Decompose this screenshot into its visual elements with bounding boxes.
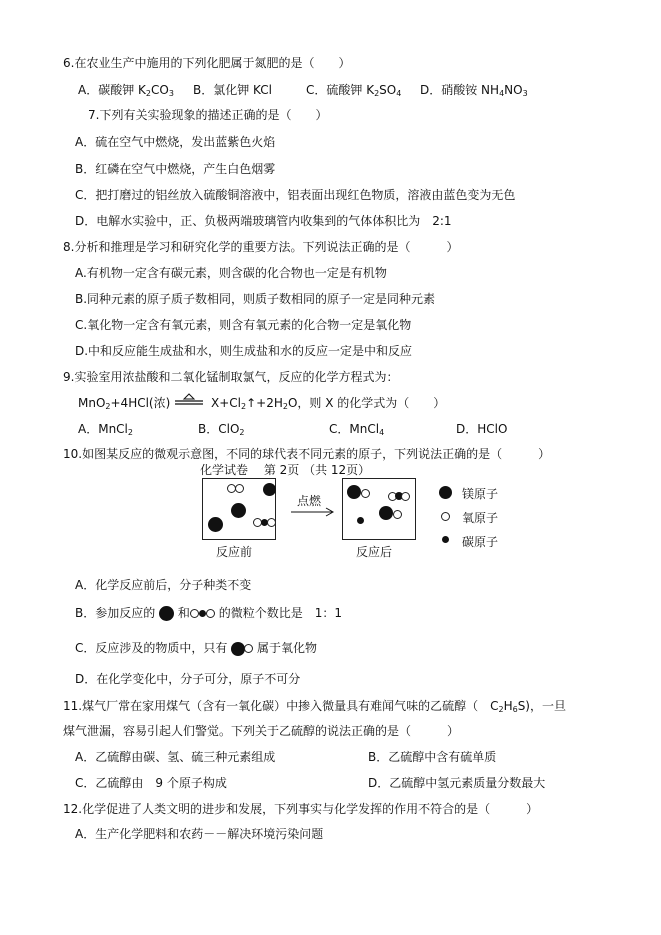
- magnesium-atom: [231, 503, 246, 518]
- q6-option-a: A．碳酸钾 $K_2CO_3$: [78, 83, 174, 98]
- reaction-arrow-icon: [290, 507, 336, 517]
- q6-option-c: C．硫酸钾 $K_2SO_4$: [306, 83, 402, 98]
- after-reaction-label: 反应后: [356, 545, 393, 559]
- legend-magnesium-label: 镁原子: [462, 487, 499, 501]
- magnesium-atom: [379, 506, 393, 520]
- magnesium-atom-icon: [231, 642, 245, 656]
- q11-option-b: B．乙硫醇中含有硫单质: [368, 750, 497, 764]
- q11-option-d: D．乙硫醇中氢元素质量分数最大: [368, 776, 546, 790]
- legend-carbon-icon: [442, 536, 449, 543]
- legend-oxygen-label: 氧原子: [462, 511, 499, 525]
- q9-option-d: D．HClO: [456, 422, 508, 436]
- q12-stem: 12.化学促进了人类文明的进步和发展，下列事实与化学发挥的作用不符合的是（ ）: [63, 802, 539, 816]
- q8-stem: 8.分析和推理是学习和研究化学的重要方法。下列说法正确的是（ ）: [63, 240, 459, 254]
- q9-equation-left: MnO$_2$+4HCl(浓): [78, 396, 171, 411]
- page-header: 化学试卷 第 2页 （共 12页）: [200, 463, 371, 477]
- legend-carbon-label: 碳原子: [462, 535, 499, 549]
- legend-magnesium-icon: [439, 486, 452, 499]
- oxygen-atom: [361, 489, 370, 498]
- oxygen-atom: [267, 518, 276, 527]
- q9-equation-right: $X+Cl_2↑+2H_2O$，则 X 的化学式为（ ）: [211, 396, 446, 411]
- oxygen-atom: [401, 492, 410, 501]
- q11-stem-line2: 煤气泄漏，容易引起人们警觉。下列关于乙硫醇的说法正确的是（ ）: [63, 724, 460, 738]
- legend-oxygen-icon: [441, 512, 450, 521]
- q8-option-b: B.同种元素的原子质子数相同，则质子数相同的原子一定是同种元素: [75, 292, 436, 306]
- magnesium-atom: [208, 517, 223, 532]
- oxygen-atom: [393, 510, 402, 519]
- q6-option-d: D．硝酸铵 $NH_4NO_3$: [420, 83, 528, 98]
- oxygen-atom-icon: [244, 644, 253, 653]
- q7-option-b: B．红磷在空气中燃烧，产生白色烟雾: [75, 162, 276, 176]
- q7-option-d: D．电解水实验中，正、负极两端玻璃管内收集到的气体体积比为 2:1: [75, 214, 452, 228]
- q9-option-a: A．MnCl$_2$: [78, 422, 133, 437]
- q11-stem-line1: 11.煤气厂常在家用煤气（含有一氧化碳）中掺入微量具有难闻气味的乙硫醇（ $C_2H_6S$)，一旦: [63, 699, 566, 714]
- q10-option-a: A．化学反应前后，分子种类不变: [75, 578, 252, 592]
- magnesium-atom: [347, 485, 361, 499]
- carbon-atom-icon: [199, 610, 206, 617]
- magnesium-molecule-icon: [159, 606, 174, 621]
- q8-option-a: A.有机物一定含有碳元素，则含碳的化合物也一定是有机物: [75, 266, 387, 280]
- q7-option-a: A．硫在空气中燃烧，发出蓝紫色火焰: [75, 135, 276, 149]
- q10-option-d: D．在化学变化中，分子可分，原子不可分: [75, 672, 301, 686]
- ignition-label: 点燃: [297, 494, 322, 508]
- q9-stem: 9.实验室用浓盐酸和二氧化锰制取氯气，反应的化学方程式为：: [63, 370, 399, 384]
- before-reaction-label: 反应前: [216, 545, 253, 559]
- q10-option-c: C．反应涉及的物质中，只有 属于氧化物: [75, 641, 318, 655]
- q12-option-a: A．生产化学肥料和农药－－解决环境污染问题: [75, 827, 324, 841]
- heating-equals-sign-icon: [173, 393, 205, 407]
- q6-stem: 6.在农业生产中施用的下列化肥属于氮肥的是（ ）: [63, 56, 351, 70]
- q10-option-b: B．参加反应的 和 的微粒个数比是 1：1: [75, 606, 343, 620]
- q11-option-a: A．乙硫醇由碳、氢、硫三种元素组成: [75, 750, 276, 764]
- q10-stem: 10.如图某反应的微观示意图，不同的球代表不同元素的原子，下列说法正确的是（ ）: [63, 447, 551, 461]
- q9-option-b: B．ClO$_2$: [198, 422, 245, 437]
- q8-option-c: C.氧化物一定含有氧元素，则含有氧元素的化合物一定是氧化物: [75, 318, 412, 332]
- oxygen-atom-icon: [206, 609, 215, 618]
- magnesium-atom: [263, 483, 276, 496]
- q6-option-b: B．氯化钾 KCl: [193, 83, 272, 97]
- q7-stem: 7.下列有关实验现象的描述正确的是（ ）: [88, 108, 328, 122]
- q9-option-c: C．MnCl$_4$: [329, 422, 385, 437]
- q7-option-c: C．把打磨过的铝丝放入硫酸铜溶液中，铝表面出现红色物质，溶液由蓝色变为无色: [75, 188, 516, 202]
- q8-option-d: D.中和反应能生成盐和水，则生成盐和水的反应一定是中和反应: [75, 344, 413, 358]
- oxygen-atom-icon: [190, 609, 199, 618]
- q11-option-c: C．乙硫醇由 9 个原子构成: [75, 776, 227, 790]
- oxygen-atom: [235, 484, 244, 493]
- carbon-atom: [357, 517, 364, 524]
